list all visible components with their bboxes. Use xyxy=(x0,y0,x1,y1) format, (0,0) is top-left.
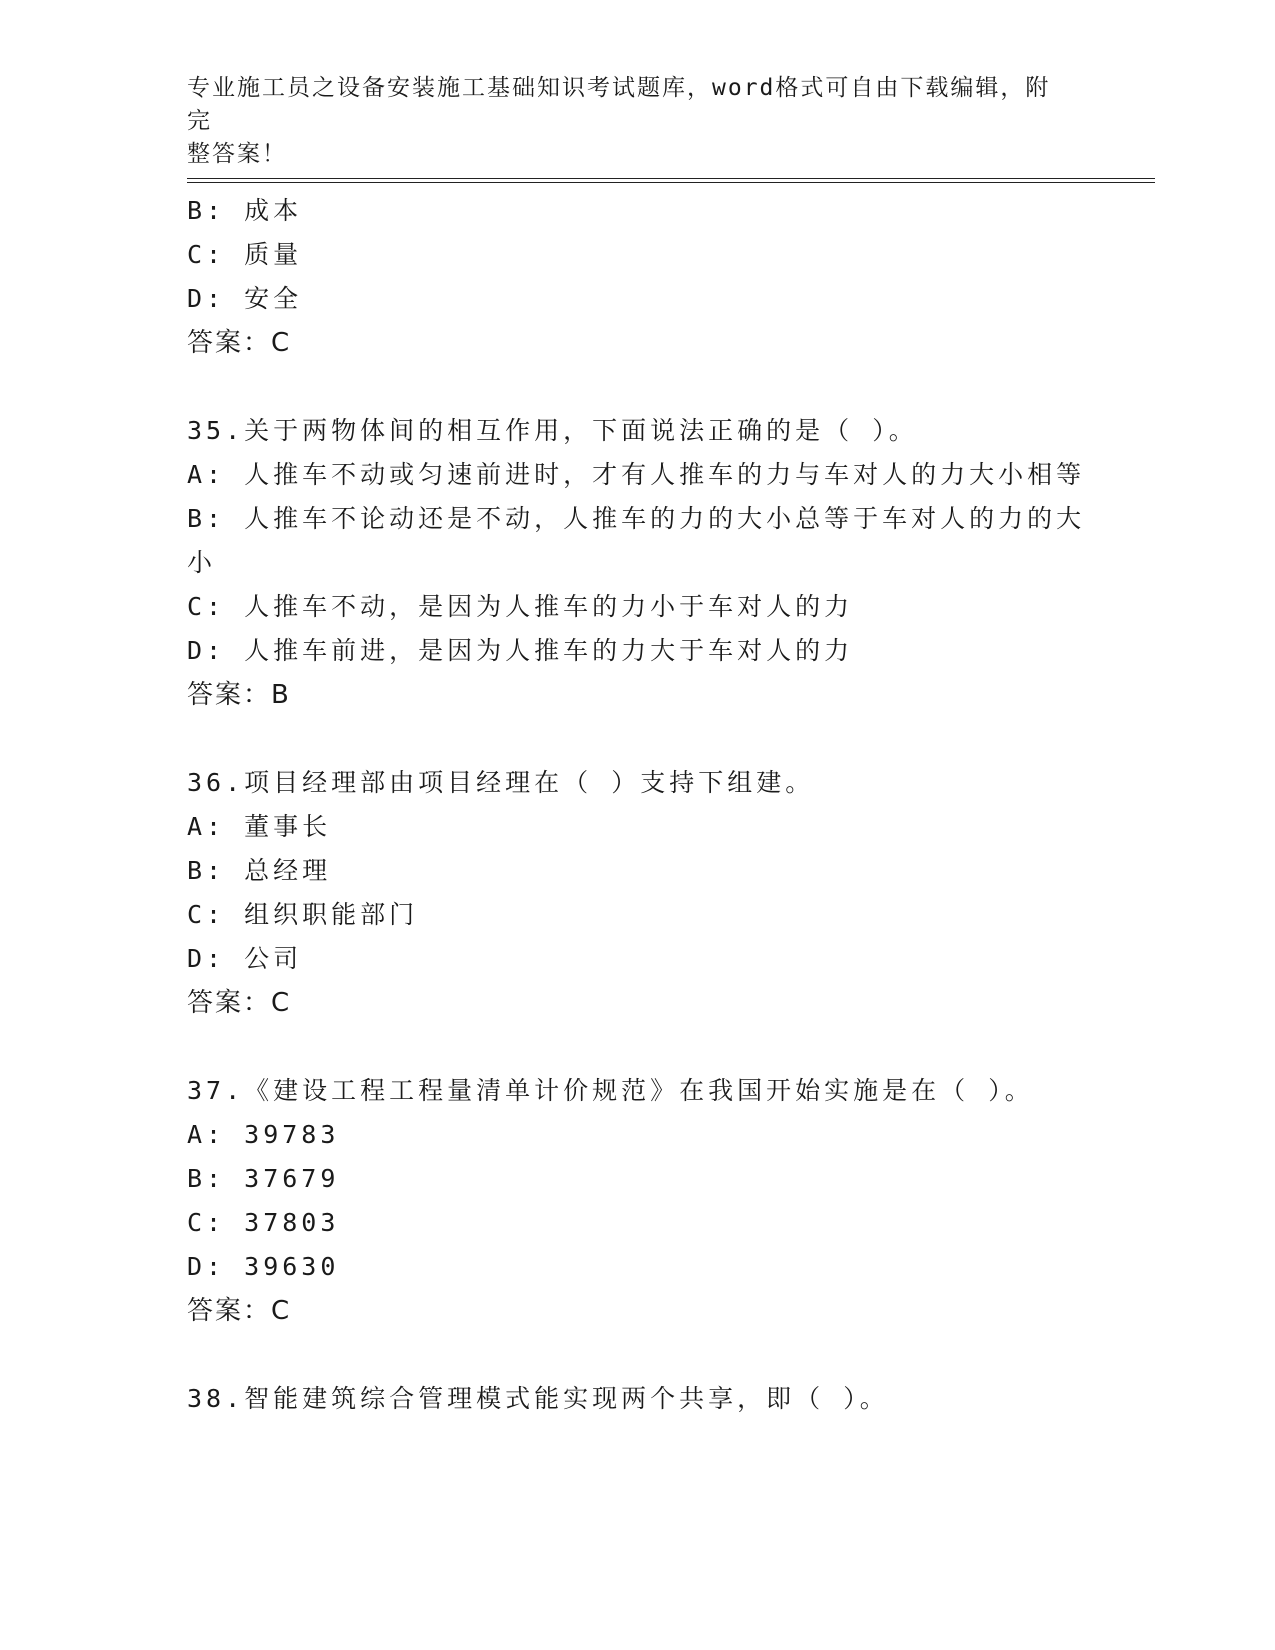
question-stem: 36.项目经理部由项目经理在（ ）支持下组建。 xyxy=(187,768,815,797)
option-line: B: 成本 xyxy=(187,196,303,225)
answer-line: 答案：C xyxy=(187,328,292,358)
option-line: B: 37679 xyxy=(187,1164,340,1193)
option-line: D: 39630 xyxy=(187,1252,340,1281)
option-line: A: 39783 xyxy=(187,1120,340,1149)
option-line: C: 质量 xyxy=(187,240,303,269)
option-line: 小 xyxy=(187,548,217,577)
question-stem: 35.关于两物体间的相互作用，下面说法正确的是（ ）。 xyxy=(187,416,918,445)
question-stem: 38.智能建筑综合管理模式能实现两个共享，即（ ）。 xyxy=(187,1384,889,1413)
option-line: D: 公司 xyxy=(187,944,303,973)
option-line: D: 人推车前进，是因为人推车的力大于车对人的力 xyxy=(187,636,854,665)
option-line: A: 人推车不动或匀速前进时，才有人推车的力与车对人的力大小相等 xyxy=(187,460,1086,489)
option-line: C: 人推车不动，是因为人推车的力小于车对人的力 xyxy=(187,592,854,621)
option-line: A: 董事长 xyxy=(187,812,332,841)
answer-line: 答案：B xyxy=(187,680,291,710)
page-header xyxy=(187,72,1067,171)
header-line-1: 专业施工员之设备安装施工基础知识考试题库，word格式可自由下载编辑，附完 xyxy=(187,75,1051,134)
option-line: B: 总经理 xyxy=(187,856,332,885)
answer-line: 答案：C xyxy=(187,988,292,1018)
answer-line: 答案：C xyxy=(187,1296,292,1326)
option-line: C: 组织职能部门 xyxy=(187,900,419,929)
option-line: B: 人推车不论动还是不动，人推车的力的大小总等于车对人的力的大 xyxy=(187,504,1086,533)
header-line-2: 整答案！ xyxy=(187,141,287,167)
option-line: C: 37803 xyxy=(187,1208,340,1237)
question-stem: 37.《建设工程工程量清单计价规范》在我国开始实施是在（ ）。 xyxy=(187,1076,1034,1105)
option-line: D: 安全 xyxy=(187,284,303,313)
header-divider xyxy=(187,178,1155,183)
